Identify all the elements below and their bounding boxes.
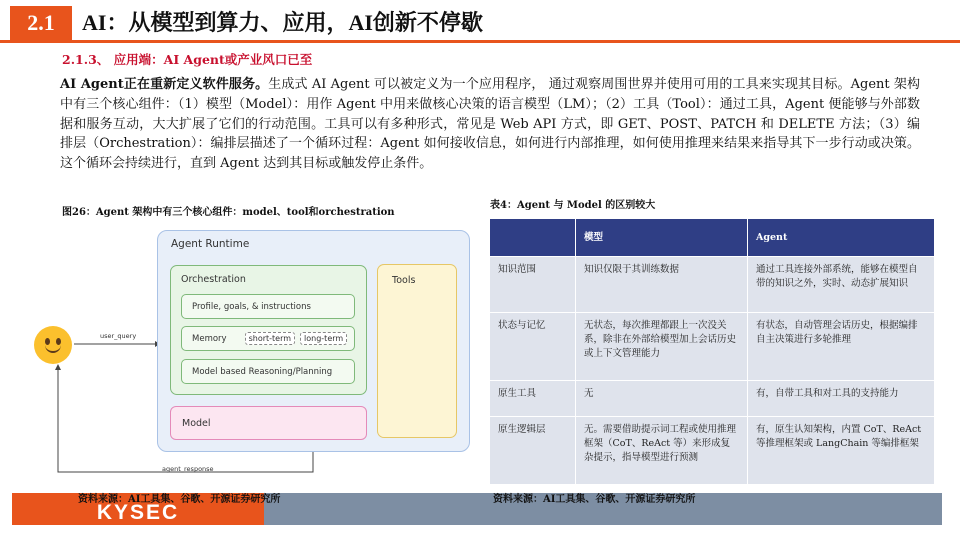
agent-response-label: agent_response [162, 465, 214, 473]
tools-label: Tools [392, 275, 416, 286]
table-cell: 无状态，每次推理都跟上一次没关系，除非在外部给模型加上会话历史或上下文管理能力 [576, 313, 748, 381]
table-header-cell: Agent [748, 219, 935, 257]
page-title: AI：从模型到算力、应用，AI创新不停歇 [82, 10, 483, 35]
reasoning-planning-label: Model based Reasoning/Planning [192, 366, 333, 377]
reasoning-planning-box [181, 359, 355, 384]
agent-architecture-diagram [30, 222, 475, 484]
table-header-cell: 模型 [576, 219, 748, 257]
table-row [490, 257, 935, 313]
short-term-memory-tag: short-term [245, 332, 295, 345]
table-row [490, 381, 935, 417]
agent-runtime-label: Agent Runtime [171, 238, 250, 250]
body-paragraph [60, 75, 920, 174]
model-label: Model [182, 417, 211, 429]
agent-model-comparison-table [489, 218, 935, 485]
table-row [490, 313, 935, 381]
section-subtitle: 2.1.3、 应用端：AI Agent或产业风口已至 [62, 52, 313, 67]
table-cell: 无 [576, 381, 748, 417]
long-term-memory-tag: long-term [300, 332, 347, 345]
memory-label: Memory [192, 333, 227, 344]
smiley-face-icon [34, 326, 72, 364]
orchestration-label: Orchestration [181, 274, 246, 285]
tools-box [377, 264, 457, 438]
table-source-note: 资料来源：AI工具集、谷歌、开源证券研究所 [493, 494, 696, 505]
profile-goals-label: Profile, goals, & instructions [192, 301, 311, 312]
table-cell: 状态与记忆 [490, 313, 576, 381]
header-divider [0, 40, 960, 43]
table-header-cell [490, 219, 576, 257]
profile-goals-box [181, 294, 355, 319]
table-caption: 表4：Agent 与 Model 的区别较大 [490, 200, 656, 211]
table-cell: 有状态，自动管理会话历史，根据编排自主决策进行多轮推理 [748, 313, 935, 381]
section-number-badge: 2.1 [10, 6, 72, 40]
body-text: 生成式 AI Agent 可以被定义为一个应用程序， 通过观察周围世界并使用可用的工具来实现其目标。Agent 架构中有三个核心组件：（1）模型（Model）：用作 Agent 中用来做核心决策的语言模型（LM）；（2）工具（Tool）：通过工具，Agent 便能够与外部数据和服务互动，大大扩展了它们的行动范围。工具可以有多种形式，常见是 Web API 方式，即 GET、POST、PATCH 和 DELETE 方法；（3）编排层（Orchestration）：编排层描述了一个循环过程：Agent 如何接收信息，如何进行内部推理，如何使用推理来结果来指导其下一步行动或决策。这个循环会持续进行，直到 Agent 达到其目标或触发停止条件。 [60, 77, 920, 172]
table-cell: 知识范围 [490, 257, 576, 313]
figure-caption: 图26：Agent 架构中有三个核心组件：model、tool和orchestration [62, 207, 395, 218]
table-row [490, 417, 935, 485]
table-cell: 原生逻辑层 [490, 417, 576, 485]
kysec-logo: KYSEC [12, 493, 264, 525]
figure-source-note: 资料来源：AI工具集、谷歌、开源证券研究所 [78, 494, 281, 505]
table-cell: 知识仅限于其训练数据 [576, 257, 748, 313]
table-cell: 有，自带工具和对工具的支持能力 [748, 381, 935, 417]
agent-response-arrowhead [55, 364, 61, 370]
table-header-row [490, 219, 935, 257]
table-cell: 通过工具连接外部系统，能够在模型自带的知识之外，实时、动态扩展知识 [748, 257, 935, 313]
user-query-label: user_query [100, 332, 137, 340]
table-cell: 有，原生认知架构，内置 CoT、ReAct 等推理框架或 LangChain 等编排框架 [748, 417, 935, 485]
body-lead: AI Agent正在重新定义软件服务。 [60, 77, 269, 92]
memory-box [181, 326, 355, 351]
table-cell: 无。需要借助提示词工程或使用推理框架（CoT、ReAct 等）来形成复杂提示，指导模型进行预测 [576, 417, 748, 485]
model-box [170, 406, 367, 440]
table-cell: 原生工具 [490, 381, 576, 417]
